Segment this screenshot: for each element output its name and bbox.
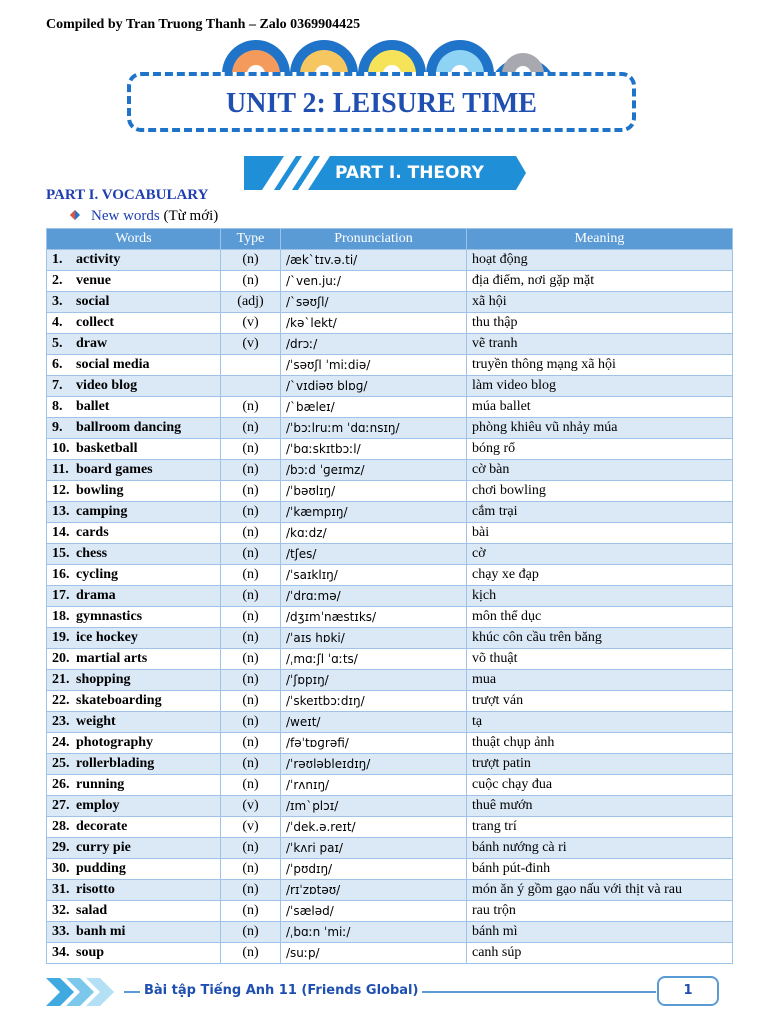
pronunciation-cell: /ˈkʌri paɪ/ — [281, 838, 467, 859]
type-cell — [221, 355, 281, 376]
word-cell — [47, 544, 221, 565]
table-row — [47, 502, 733, 523]
row-number: 32. — [52, 903, 70, 918]
word-cell — [47, 880, 221, 901]
meaning-cell: tạ — [467, 712, 733, 733]
table-row — [47, 754, 733, 775]
word-cell — [47, 943, 221, 964]
pronunciation-cell: /ˈrʌnɪŋ/ — [281, 775, 467, 796]
header-pronunciation: Pronunciation — [281, 229, 467, 250]
meaning-cell: địa điểm, nơi gặp mặt — [467, 271, 733, 292]
meaning-cell: phòng khiêu vũ nhảy múa — [467, 418, 733, 439]
pronunciation-cell: /ˈaɪs hɒki/ — [281, 628, 467, 649]
word-text: venue — [76, 273, 111, 288]
row-number: 10. — [52, 441, 70, 456]
footer-book-title: Bài tập Tiếng Anh 11 (Friends Global) — [140, 983, 422, 998]
pronunciation-cell: /`ven.juː/ — [281, 271, 467, 292]
row-number: 14. — [52, 525, 70, 540]
row-number: 24. — [52, 735, 70, 750]
row-number: 33. — [52, 924, 70, 939]
row-number: 3. — [52, 294, 63, 309]
type-cell — [221, 376, 281, 397]
type-cell: (n) — [221, 523, 281, 544]
pronunciation-cell: /bɔːd ˈɡeɪmz/ — [281, 460, 467, 481]
word-text: risotto — [76, 882, 115, 897]
page-number: 1 — [657, 976, 719, 1006]
row-number: 20. — [52, 651, 70, 666]
pronunciation-cell: /ˈpʊdɪŋ/ — [281, 859, 467, 880]
row-number: 30. — [52, 861, 70, 876]
header-type: Type — [221, 229, 281, 250]
pronunciation-cell: /tʃes/ — [281, 544, 467, 565]
type-cell: (n) — [221, 670, 281, 691]
meaning-cell: trượt patin — [467, 754, 733, 775]
pronunciation-cell: /ˈskeɪtbɔːdɪŋ/ — [281, 691, 467, 712]
word-text: bowling — [76, 483, 124, 498]
meaning-cell: múa ballet — [467, 397, 733, 418]
table-row — [47, 565, 733, 586]
pronunciation-cell: /ˈbɑːskɪtbɔːl/ — [281, 439, 467, 460]
word-cell — [47, 691, 221, 712]
word-cell — [47, 397, 221, 418]
type-cell: (n) — [221, 775, 281, 796]
word-cell — [47, 628, 221, 649]
gears-decoration-icon — [0, 0, 768, 80]
pronunciation-cell: /weɪt/ — [281, 712, 467, 733]
unit-title-box — [127, 72, 636, 132]
meaning-cell: hoạt động — [467, 250, 733, 271]
row-number: 6. — [52, 357, 63, 372]
word-cell — [47, 796, 221, 817]
meaning-cell: chơi bowling — [467, 481, 733, 502]
pronunciation-cell: /ˈrəʊləbleɪdɪŋ/ — [281, 754, 467, 775]
pronunciation-cell: /kɑːdz/ — [281, 523, 467, 544]
word-text: basketball — [76, 441, 138, 456]
row-number: 9. — [52, 420, 63, 435]
word-cell — [47, 607, 221, 628]
table-row — [47, 586, 733, 607]
unit-title: UNIT 2: LEISURE TIME — [226, 88, 537, 119]
footer-arrows-icon — [46, 978, 118, 1006]
type-cell: (n) — [221, 628, 281, 649]
word-cell — [47, 733, 221, 754]
row-number: 34. — [52, 945, 70, 960]
pronunciation-cell: /ˈkæmpɪŋ/ — [281, 502, 467, 523]
table-row — [47, 397, 733, 418]
banner-label: PART I. THEORY — [335, 163, 484, 183]
row-number: 11. — [52, 462, 69, 477]
word-cell — [47, 586, 221, 607]
table-row — [47, 838, 733, 859]
word-text: pudding — [76, 861, 126, 876]
table-row — [47, 334, 733, 355]
word-cell — [47, 355, 221, 376]
word-cell — [47, 754, 221, 775]
pronunciation-cell: /suːp/ — [281, 943, 467, 964]
word-cell — [47, 376, 221, 397]
pronunciation-cell: /æk`tɪv.ə.ti/ — [281, 250, 467, 271]
word-text: ice hockey — [76, 630, 138, 645]
word-text: camping — [76, 504, 128, 519]
meaning-cell: bánh nướng cà ri — [467, 838, 733, 859]
meaning-cell: bóng rổ — [467, 439, 733, 460]
table-row — [47, 607, 733, 628]
type-cell: (n) — [221, 859, 281, 880]
row-number: 31. — [52, 882, 70, 897]
type-cell: (n) — [221, 271, 281, 292]
meaning-cell: khúc côn cầu trên băng — [467, 628, 733, 649]
word-cell — [47, 460, 221, 481]
meaning-cell: canh súp — [467, 943, 733, 964]
meaning-cell: làm video blog — [467, 376, 733, 397]
word-text: ballroom dancing — [76, 420, 182, 435]
pronunciation-cell: /ˈsæləd/ — [281, 901, 467, 922]
word-text: social — [76, 294, 110, 309]
row-number: 12. — [52, 483, 70, 498]
word-text: activity — [76, 252, 121, 267]
row-number: 15. — [52, 546, 70, 561]
table-row — [47, 355, 733, 376]
type-cell: (n) — [221, 397, 281, 418]
subsection-label: New words — [91, 208, 160, 224]
table-row — [47, 859, 733, 880]
word-text: martial arts — [76, 651, 148, 666]
word-cell — [47, 502, 221, 523]
table-row — [47, 292, 733, 313]
table-row — [47, 922, 733, 943]
word-cell — [47, 712, 221, 733]
row-number: 2. — [52, 273, 63, 288]
table-row — [47, 775, 733, 796]
table-row — [47, 796, 733, 817]
type-cell: (n) — [221, 565, 281, 586]
table-row — [47, 544, 733, 565]
type-cell: (n) — [221, 439, 281, 460]
table-row — [47, 901, 733, 922]
table-row — [47, 670, 733, 691]
header-words: Words — [47, 229, 221, 250]
meaning-cell: bánh pút-đinh — [467, 859, 733, 880]
header-meaning: Meaning — [467, 229, 733, 250]
word-text: collect — [76, 315, 115, 330]
row-number: 21. — [52, 672, 70, 687]
word-text: photography — [76, 735, 154, 750]
type-cell: (n) — [221, 649, 281, 670]
word-text: gymnastics — [76, 609, 143, 624]
word-cell — [47, 481, 221, 502]
type-cell: (n) — [221, 733, 281, 754]
row-number: 23. — [52, 714, 70, 729]
type-cell: (n) — [221, 901, 281, 922]
word-text: shopping — [76, 672, 131, 687]
meaning-cell: cuộc chạy đua — [467, 775, 733, 796]
type-cell: (n) — [221, 418, 281, 439]
pronunciation-cell: /ˈbɔːlruːm ˈdɑːnsɪŋ/ — [281, 418, 467, 439]
word-text: draw — [76, 336, 108, 351]
pronunciation-cell: /rɪˈzɒtəʊ/ — [281, 880, 467, 901]
arrow-bullet-icon — [70, 210, 80, 220]
type-cell: (n) — [221, 922, 281, 943]
type-cell: (n) — [221, 691, 281, 712]
compiled-by-header: Compiled by Tran Truong Thanh – Zalo 0369904425 — [46, 17, 361, 32]
meaning-cell: kịch — [467, 586, 733, 607]
word-text: skateboarding — [76, 693, 162, 708]
word-cell — [47, 250, 221, 271]
word-cell — [47, 523, 221, 544]
type-cell: (n) — [221, 250, 281, 271]
word-text: drama — [76, 588, 116, 603]
type-cell: (adj) — [221, 292, 281, 313]
table-row — [47, 250, 733, 271]
meaning-cell: môn thể dục — [467, 607, 733, 628]
vocabulary-table — [46, 228, 733, 964]
table-row — [47, 733, 733, 754]
meaning-cell: món ăn ý gồm gạo nấu với thịt và rau — [467, 880, 733, 901]
word-text: curry pie — [76, 840, 131, 855]
pronunciation-cell: /ˌmɑːʃl ˈɑːts/ — [281, 649, 467, 670]
row-number: 26. — [52, 777, 70, 792]
word-text: decorate — [76, 819, 128, 834]
word-cell — [47, 313, 221, 334]
row-number: 16. — [52, 567, 70, 582]
row-number: 28. — [52, 819, 70, 834]
table-row — [47, 313, 733, 334]
type-cell: (v) — [221, 817, 281, 838]
table-row — [47, 649, 733, 670]
table-row — [47, 418, 733, 439]
word-cell — [47, 670, 221, 691]
type-cell: (n) — [221, 481, 281, 502]
word-cell — [47, 418, 221, 439]
word-text: board games — [76, 462, 153, 477]
type-cell: (n) — [221, 502, 281, 523]
pronunciation-cell: /fəˈtɒɡrəfi/ — [281, 733, 467, 754]
subsection-heading — [70, 208, 218, 225]
type-cell: (n) — [221, 754, 281, 775]
pronunciation-cell: /ɪm`plɔɪ/ — [281, 796, 467, 817]
meaning-cell: thuật chụp ảnh — [467, 733, 733, 754]
word-text: chess — [76, 546, 108, 561]
meaning-cell: rau trộn — [467, 901, 733, 922]
table-row — [47, 376, 733, 397]
type-cell: (n) — [221, 607, 281, 628]
meaning-cell: trang trí — [467, 817, 733, 838]
meaning-cell: truyền thông mạng xã hội — [467, 355, 733, 376]
table-row — [47, 691, 733, 712]
subsection-note: (Từ mới) — [163, 208, 219, 224]
pronunciation-cell: /drɔː/ — [281, 334, 467, 355]
meaning-cell: cờ bàn — [467, 460, 733, 481]
table-row — [47, 712, 733, 733]
word-cell — [47, 922, 221, 943]
word-cell — [47, 901, 221, 922]
pronunciation-cell: /dʒɪmˈnæstɪks/ — [281, 607, 467, 628]
word-text: salad — [76, 903, 108, 918]
word-text: cycling — [76, 567, 118, 582]
pronunciation-cell: /kə`lekt/ — [281, 313, 467, 334]
meaning-cell: trượt ván — [467, 691, 733, 712]
meaning-cell: thuê mướn — [467, 796, 733, 817]
word-cell — [47, 775, 221, 796]
type-cell: (n) — [221, 943, 281, 964]
word-text: weight — [76, 714, 116, 729]
table-row — [47, 271, 733, 292]
type-cell: (v) — [221, 796, 281, 817]
row-number: 5. — [52, 336, 63, 351]
word-text: running — [76, 777, 125, 792]
word-text: cards — [76, 525, 109, 540]
meaning-cell: vẽ tranh — [467, 334, 733, 355]
table-row — [47, 481, 733, 502]
table-row — [47, 943, 733, 964]
pronunciation-cell: /ˌbɑːn ˈmiː/ — [281, 922, 467, 943]
word-cell — [47, 292, 221, 313]
meaning-cell: võ thuật — [467, 649, 733, 670]
word-cell — [47, 271, 221, 292]
word-cell — [47, 649, 221, 670]
meaning-cell: chạy xe đạp — [467, 565, 733, 586]
table-row — [47, 439, 733, 460]
pronunciation-cell: /ˈdek.ə.reɪt/ — [281, 817, 467, 838]
pronunciation-cell: /ˈsəʊʃl ˈmiːdiə/ — [281, 355, 467, 376]
type-cell: (n) — [221, 586, 281, 607]
pronunciation-cell: /`bæleɪ/ — [281, 397, 467, 418]
pronunciation-cell: /ˈsaɪklɪŋ/ — [281, 565, 467, 586]
type-cell: (v) — [221, 313, 281, 334]
row-number: 29. — [52, 840, 70, 855]
word-text: soup — [76, 945, 105, 960]
row-number: 25. — [52, 756, 70, 771]
word-text: video blog — [76, 378, 138, 393]
word-cell — [47, 334, 221, 355]
meaning-cell: bánh mì — [467, 922, 733, 943]
row-number: 1. — [52, 252, 63, 267]
table-row — [47, 460, 733, 481]
meaning-cell: bài — [467, 523, 733, 544]
word-cell — [47, 838, 221, 859]
row-number: 27. — [52, 798, 70, 813]
table-row — [47, 817, 733, 838]
type-cell: (n) — [221, 544, 281, 565]
type-cell: (n) — [221, 460, 281, 481]
type-cell: (v) — [221, 334, 281, 355]
pronunciation-cell: /`səʊʃl/ — [281, 292, 467, 313]
table-row — [47, 628, 733, 649]
table-row — [47, 880, 733, 901]
word-text: ballet — [76, 399, 110, 414]
word-text: rollerblading — [76, 756, 155, 771]
type-cell: (n) — [221, 880, 281, 901]
meaning-cell: cắm trại — [467, 502, 733, 523]
pronunciation-cell: /`vɪdiəʊ blɒɡ/ — [281, 376, 467, 397]
type-cell: (n) — [221, 712, 281, 733]
row-number: 17. — [52, 588, 70, 603]
word-cell — [47, 817, 221, 838]
meaning-cell: cờ — [467, 544, 733, 565]
row-number: 4. — [52, 315, 63, 330]
section-heading: PART I. VOCABULARY — [46, 187, 209, 203]
meaning-cell: thu thập — [467, 313, 733, 334]
word-cell — [47, 859, 221, 880]
row-number: 22. — [52, 693, 70, 708]
row-number: 19. — [52, 630, 70, 645]
pronunciation-cell: /ˈdrɑːmə/ — [281, 586, 467, 607]
type-cell: (n) — [221, 838, 281, 859]
table-row — [47, 523, 733, 544]
word-cell — [47, 565, 221, 586]
word-text: social media — [76, 357, 150, 372]
row-number: 8. — [52, 399, 63, 414]
row-number: 18. — [52, 609, 70, 624]
meaning-cell: xã hội — [467, 292, 733, 313]
pronunciation-cell: /ˈʃɒpɪŋ/ — [281, 670, 467, 691]
word-text: banh mi — [76, 924, 126, 939]
pronunciation-cell: /ˈbəʊlɪŋ/ — [281, 481, 467, 502]
meaning-cell: mua — [467, 670, 733, 691]
row-number: 13. — [52, 504, 70, 519]
word-cell — [47, 439, 221, 460]
word-text: employ — [76, 798, 120, 813]
row-number: 7. — [52, 378, 63, 393]
table-header-row — [47, 229, 733, 250]
